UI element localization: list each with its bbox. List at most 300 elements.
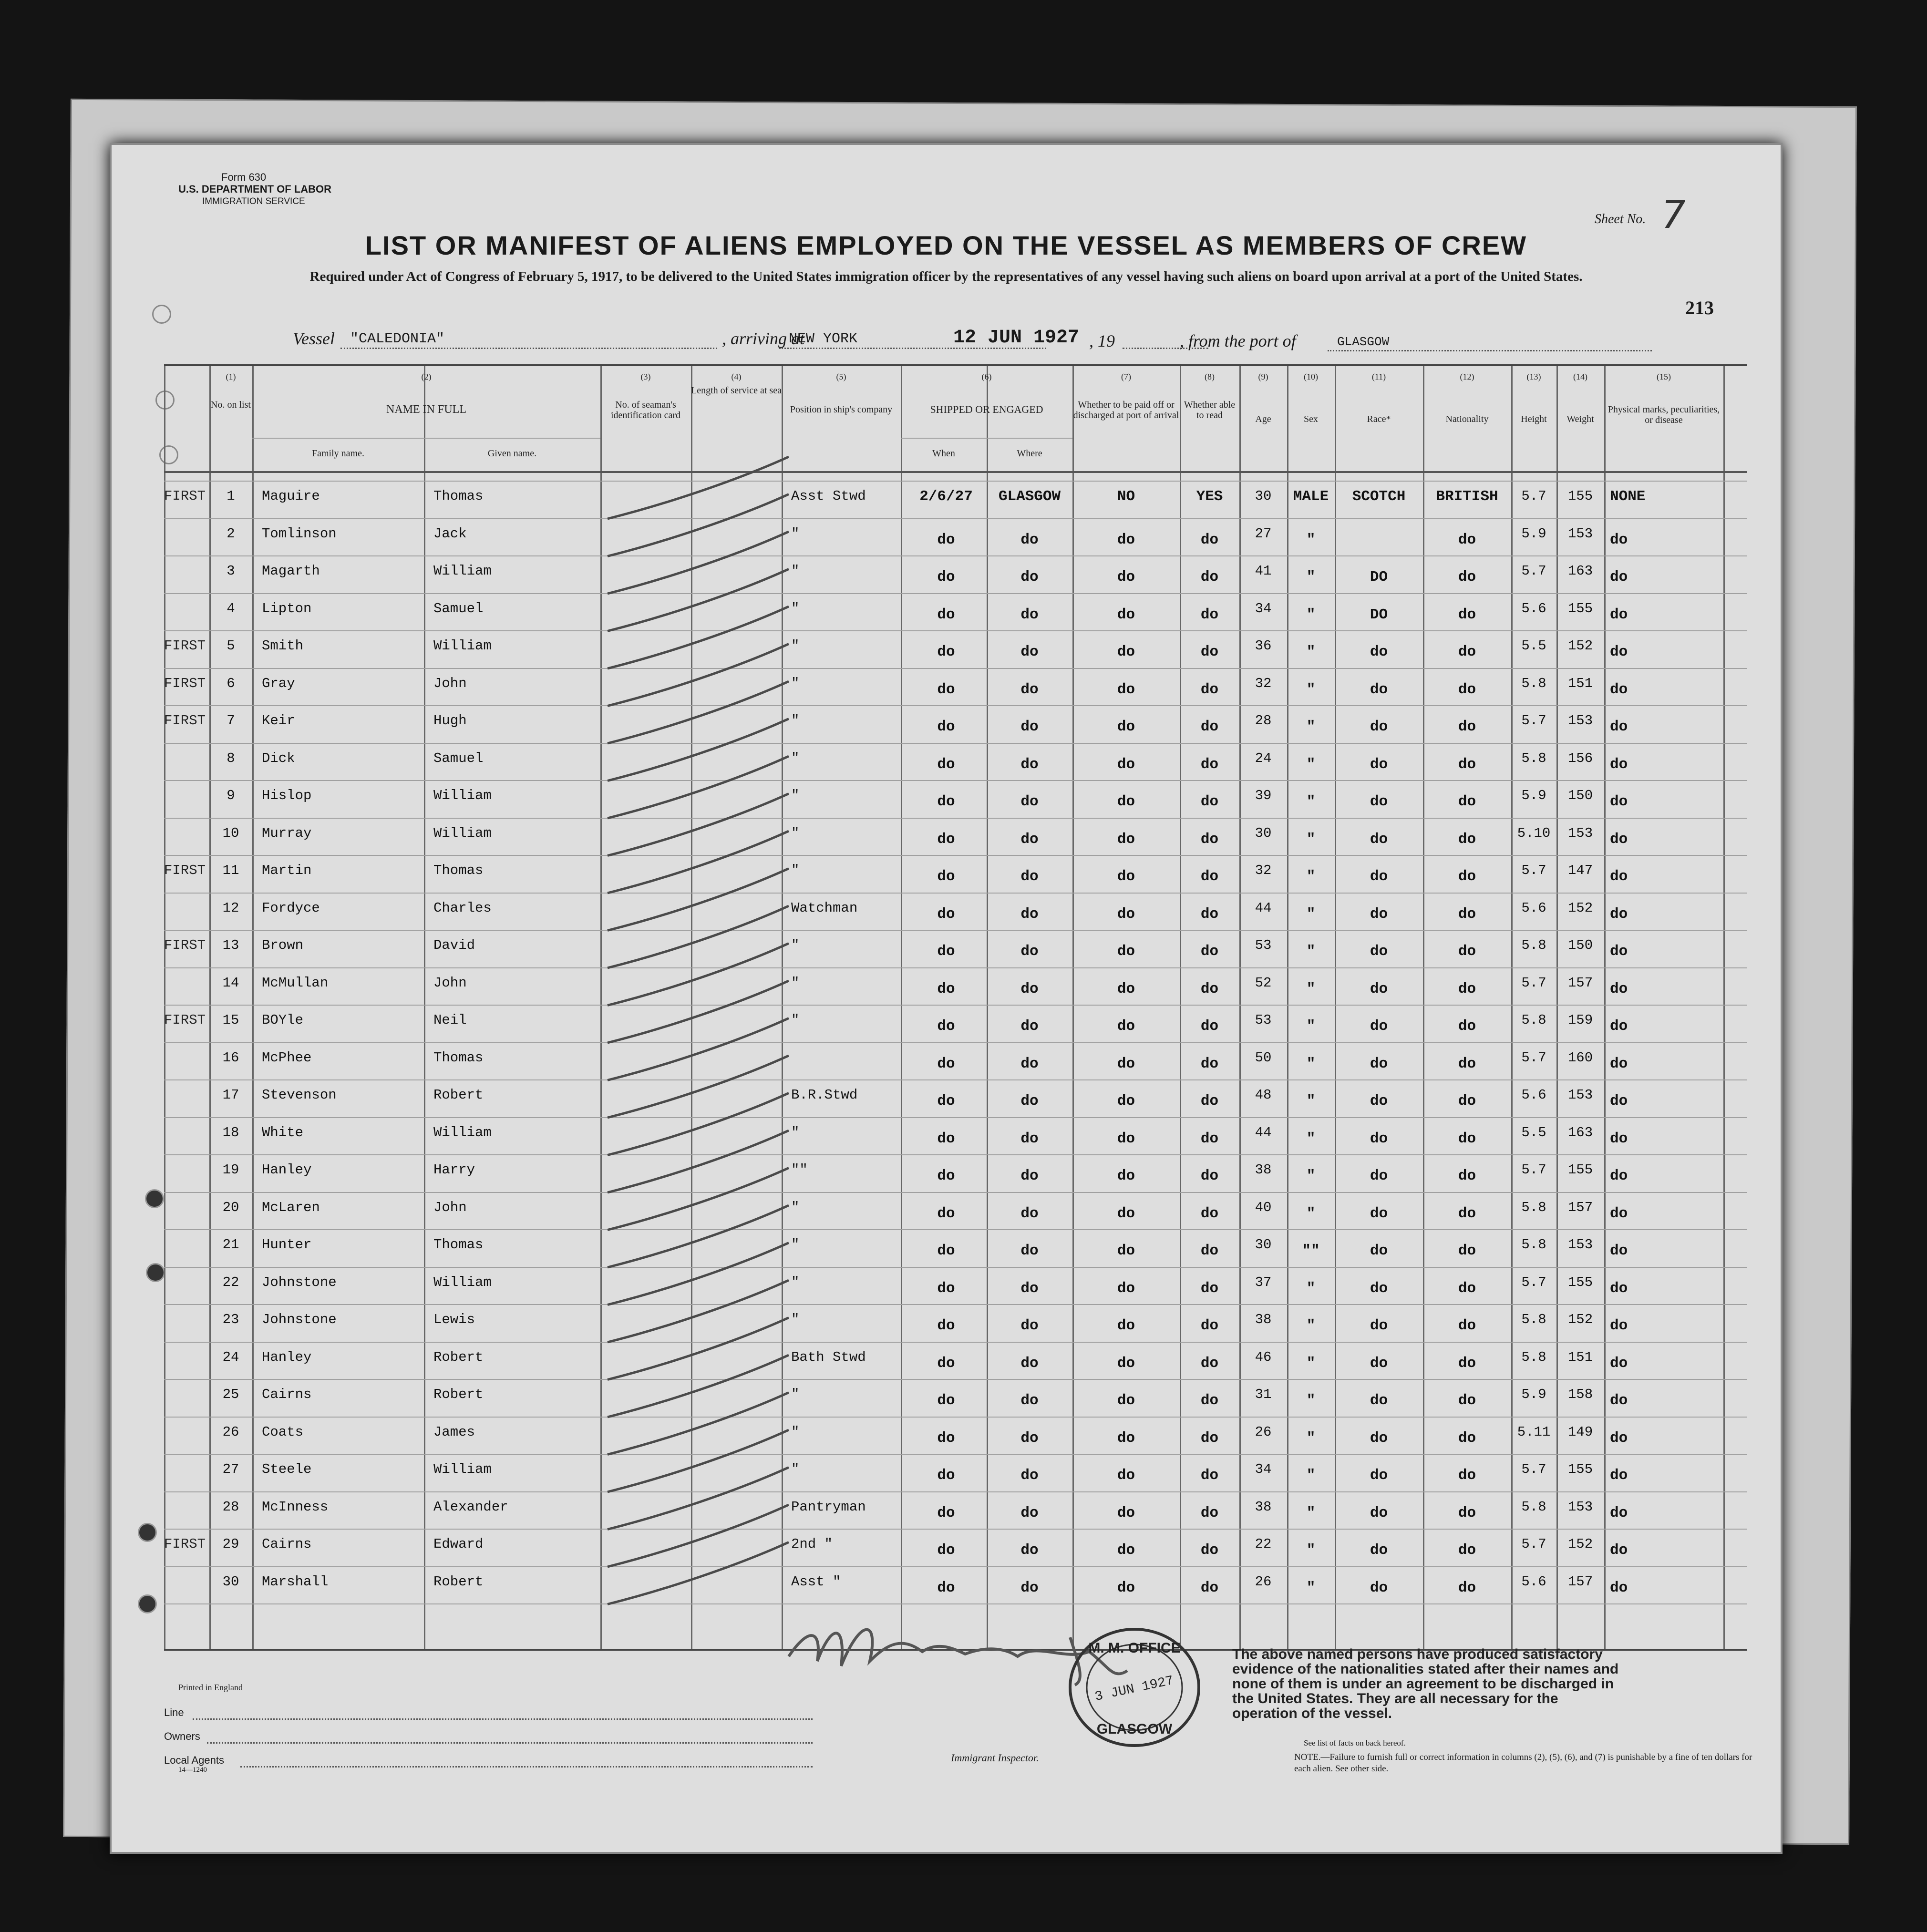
family-name: Magarth — [262, 563, 320, 579]
given-name: John — [433, 675, 467, 691]
row-number: 2 — [227, 525, 235, 542]
nationality: do — [1458, 1542, 1476, 1559]
sex: " — [1306, 644, 1316, 660]
age: 48 — [1255, 1087, 1272, 1103]
family-name: Hislop — [262, 788, 312, 803]
able-to-read: do — [1200, 1467, 1219, 1484]
race: do — [1370, 943, 1388, 960]
shipped-when: do — [937, 756, 955, 773]
year-suffix: , 19 — [1089, 331, 1115, 350]
shipped-where: do — [1020, 756, 1039, 773]
nationality: do — [1458, 1130, 1476, 1147]
able-to-read: do — [1200, 1317, 1219, 1334]
shipped-where: do — [1020, 980, 1039, 997]
table-row — [164, 1379, 1747, 1417]
age: 34 — [1255, 1461, 1272, 1477]
row-number: 24 — [222, 1349, 239, 1365]
shipped-when: do — [937, 719, 955, 735]
sex: " — [1306, 793, 1316, 810]
weight: 155 — [1567, 1461, 1593, 1477]
row-first-mark: FIRST — [164, 1012, 206, 1028]
col-list-number-header: No. on list — [211, 400, 251, 410]
age: 32 — [1255, 863, 1272, 878]
paid-off: do — [1117, 1542, 1135, 1559]
nationality: do — [1458, 1579, 1476, 1596]
height: 5.7 — [1521, 1536, 1546, 1552]
col-11-number: (11) — [1371, 372, 1386, 381]
height: 5.9 — [1521, 1387, 1546, 1402]
able-to-read: do — [1200, 1392, 1219, 1409]
able-to-read: do — [1200, 1280, 1219, 1297]
physical-marks: do — [1610, 1168, 1628, 1184]
given-name: William — [433, 1461, 492, 1477]
age: 32 — [1255, 675, 1272, 691]
paid-off: do — [1117, 1355, 1135, 1372]
physical-marks: do — [1610, 1579, 1628, 1596]
sex: " — [1306, 1130, 1316, 1147]
paid-off: do — [1117, 1018, 1135, 1035]
weight: 153 — [1567, 1237, 1593, 1253]
paid-off: do — [1117, 793, 1135, 810]
age: 22 — [1255, 1536, 1272, 1552]
paid-off: do — [1117, 1205, 1135, 1222]
height: 5.7 — [1521, 863, 1546, 878]
age: 53 — [1255, 937, 1272, 953]
given-name: Samuel — [433, 600, 484, 617]
row-number: 9 — [227, 788, 235, 803]
age: 38 — [1255, 1312, 1272, 1327]
weight: 153 — [1567, 1499, 1593, 1515]
able-to-read: do — [1200, 681, 1219, 698]
vessel-name: "CALEDONIA" — [350, 331, 445, 347]
family-name: Brown — [262, 937, 304, 953]
nationality: do — [1458, 1504, 1476, 1521]
shipped-where: do — [1020, 831, 1039, 848]
sex: " — [1306, 1205, 1316, 1222]
shipped-where: do — [1020, 569, 1039, 586]
paid-off: do — [1117, 1280, 1135, 1297]
weight: 157 — [1567, 1199, 1593, 1215]
row-first-mark: FIRST — [164, 675, 206, 691]
sex: " — [1306, 943, 1316, 960]
table-row — [164, 1529, 1747, 1566]
given-name: William — [433, 1124, 492, 1141]
height: 5.8 — [1521, 1012, 1546, 1028]
given-name: Robert — [433, 1387, 484, 1402]
able-to-read: do — [1200, 1542, 1219, 1559]
shipped-when: do — [937, 1579, 955, 1596]
paid-off: do — [1117, 681, 1135, 698]
punch-hole — [138, 1594, 157, 1613]
height: 5.6 — [1521, 1087, 1546, 1103]
nationality: do — [1458, 1205, 1476, 1222]
physical-marks: do — [1610, 1392, 1628, 1409]
manifest-sheet — [110, 143, 1783, 1854]
col-physical-marks-header: Physical marks, peculiarities, or disease — [1608, 404, 1720, 425]
nationality: do — [1458, 943, 1476, 960]
table-row — [164, 1304, 1747, 1342]
given-name: Jack — [433, 525, 467, 542]
race: do — [1370, 1467, 1388, 1484]
family-name: Fordyce — [262, 900, 320, 916]
table-row — [164, 855, 1747, 893]
paid-off: do — [1117, 606, 1135, 623]
shipped-when: do — [937, 1429, 955, 1447]
able-to-read: do — [1200, 756, 1219, 773]
arrival-date-stamp: 12 JUN 1927 — [953, 327, 1080, 349]
age: 53 — [1255, 1012, 1272, 1028]
given-name: William — [433, 825, 492, 841]
position: " — [791, 1237, 800, 1253]
position: " — [791, 937, 800, 953]
physical-marks: do — [1610, 681, 1628, 698]
table-row — [164, 780, 1747, 818]
row-number: 13 — [222, 937, 239, 953]
family-name: McPhee — [262, 1049, 312, 1066]
physical-marks: do — [1610, 1504, 1628, 1521]
nationality: do — [1458, 644, 1476, 660]
row-number: 19 — [222, 1162, 239, 1178]
family-name: Johnstone — [262, 1274, 337, 1290]
nationality: do — [1458, 793, 1476, 810]
age: 41 — [1255, 563, 1272, 579]
shipped-where: do — [1020, 793, 1039, 810]
row-number: 27 — [222, 1461, 239, 1477]
position: " — [791, 1387, 800, 1402]
shipped-when: do — [937, 1018, 955, 1035]
table-row — [164, 555, 1747, 593]
shipped-when: do — [937, 1130, 955, 1147]
physical-marks: do — [1610, 1467, 1628, 1484]
sheet-number-value: 7 — [1661, 193, 1686, 237]
row-number: 14 — [222, 975, 239, 991]
table-row — [164, 1566, 1747, 1604]
shipped-when: do — [937, 1243, 955, 1259]
weight: 156 — [1567, 750, 1593, 766]
sex: " — [1306, 868, 1316, 885]
family-name: White — [262, 1124, 304, 1141]
shipped-when: do — [937, 606, 955, 623]
row-number: 11 — [222, 863, 239, 878]
col-name-header: NAME IN FULL — [386, 403, 466, 416]
paid-off: do — [1117, 1317, 1135, 1334]
family-name: Smith — [262, 638, 304, 654]
physical-marks: do — [1610, 644, 1628, 660]
paid-off: do — [1117, 1130, 1135, 1147]
able-to-read: do — [1200, 1093, 1219, 1110]
height: 5.8 — [1521, 1499, 1546, 1515]
physical-marks: do — [1610, 793, 1628, 810]
age: 44 — [1255, 1124, 1272, 1141]
race: do — [1370, 1130, 1388, 1147]
col-age-header: Age — [1255, 414, 1271, 424]
race: do — [1370, 1542, 1388, 1559]
weight: 153 — [1567, 825, 1593, 841]
shipped-when: do — [937, 1205, 955, 1222]
nationality: do — [1458, 1055, 1476, 1072]
shipped-where: GLASGOW — [998, 488, 1061, 505]
height: 5.8 — [1521, 750, 1546, 766]
nationality: do — [1458, 531, 1476, 548]
table-row — [164, 481, 1747, 518]
age: 36 — [1255, 638, 1272, 654]
able-to-read: do — [1200, 1579, 1219, 1596]
physical-marks: do — [1610, 606, 1628, 623]
shipped-when: do — [937, 644, 955, 660]
weight: 150 — [1567, 788, 1593, 803]
race: do — [1370, 1317, 1388, 1334]
weight: 147 — [1567, 863, 1593, 878]
weight: 149 — [1567, 1424, 1593, 1440]
height: 5.7 — [1521, 713, 1546, 729]
physical-marks: do — [1610, 1205, 1628, 1222]
row-number: 12 — [222, 900, 239, 916]
shipped-when: do — [937, 868, 955, 885]
nationality: do — [1458, 1429, 1476, 1447]
weight: 158 — [1567, 1387, 1593, 1402]
shipped-when: do — [937, 1392, 955, 1409]
table-row — [164, 1079, 1747, 1117]
height: 5.8 — [1521, 937, 1546, 953]
position: Pantryman — [791, 1499, 866, 1515]
col-height-header: Height — [1521, 414, 1547, 424]
nationality: do — [1458, 606, 1476, 623]
table-row — [164, 705, 1747, 743]
position: " — [791, 1012, 800, 1028]
paid-off: do — [1117, 1093, 1135, 1110]
age: 30 — [1255, 825, 1272, 841]
shipped-when: do — [937, 681, 955, 698]
punch-hole — [145, 1189, 164, 1208]
height: 5.7 — [1521, 1274, 1546, 1290]
able-to-read: do — [1200, 905, 1219, 923]
able-to-read: do — [1200, 1243, 1219, 1259]
sex: " — [1306, 831, 1316, 848]
col-13-number: (13) — [1526, 372, 1541, 381]
given-name: William — [433, 638, 492, 654]
age: 38 — [1255, 1162, 1272, 1178]
height: 5.8 — [1521, 1199, 1546, 1215]
nationality: do — [1458, 1355, 1476, 1372]
position: "" — [791, 1162, 808, 1178]
able-to-read: do — [1200, 1168, 1219, 1184]
from-port-label: , from the port of — [1180, 331, 1296, 350]
shipped-where: do — [1020, 1243, 1039, 1259]
paid-off: do — [1117, 1392, 1135, 1409]
row-number: 10 — [222, 825, 239, 841]
family-name: Johnstone — [262, 1312, 337, 1327]
race: DO — [1370, 569, 1388, 586]
shipped-when: do — [937, 531, 955, 548]
service-name: IMMIGRATION SERVICE — [202, 196, 305, 206]
col-id-card-header: No. of seaman's identification card — [610, 400, 681, 421]
family-name: Marshall — [262, 1573, 329, 1590]
sex: " — [1306, 1355, 1316, 1372]
nationality: do — [1458, 831, 1476, 848]
able-to-read: do — [1200, 1429, 1219, 1447]
age: 46 — [1255, 1349, 1272, 1365]
row-number: 7 — [227, 713, 235, 729]
height: 5.6 — [1521, 900, 1546, 916]
col-1-number: (1) — [226, 372, 236, 381]
row-number: 6 — [227, 675, 235, 691]
nationality: do — [1458, 1243, 1476, 1259]
col-family-name-header: Family name. — [312, 448, 364, 459]
col-7-number: (7) — [1121, 372, 1131, 381]
able-to-read: do — [1200, 644, 1219, 660]
sex: " — [1306, 1392, 1316, 1409]
table-row — [164, 1417, 1747, 1454]
position: " — [791, 1199, 800, 1215]
race: do — [1370, 1579, 1388, 1596]
weight: 155 — [1567, 1162, 1593, 1178]
given-name: Charles — [433, 900, 492, 916]
shipped-when: do — [937, 1467, 955, 1484]
row-number: 15 — [222, 1012, 239, 1028]
position: " — [791, 788, 800, 803]
height: 5.7 — [1521, 563, 1546, 579]
punch-hole — [146, 1263, 165, 1282]
race: do — [1370, 1355, 1388, 1372]
col-15-number: (15) — [1657, 372, 1671, 381]
given-name: William — [433, 788, 492, 803]
paid-off: do — [1117, 569, 1135, 586]
race: do — [1370, 831, 1388, 848]
page-subtitle: Required under Act of Congress of February 5, 1917, to be delivered to the United States immigration officer by the representatives of any vessel having such aliens on board upon arrival at a port of the United States. — [309, 269, 1583, 284]
given-name: Thomas — [433, 863, 484, 878]
sex: " — [1306, 1579, 1316, 1596]
stamp-city-text: GLASGOW — [1096, 1721, 1173, 1737]
col-paid-off-header: Whether to be paid off or discharged at port of arrival — [1073, 400, 1179, 421]
nationality: do — [1458, 905, 1476, 923]
physical-marks: do — [1610, 1018, 1628, 1035]
shipped-where: do — [1020, 1392, 1039, 1409]
age: 30 — [1255, 1237, 1272, 1253]
col-14-number: (14) — [1573, 372, 1587, 381]
position: Bath Stwd — [791, 1349, 866, 1365]
sex: MALE — [1293, 488, 1329, 505]
punch-hole — [138, 1523, 157, 1542]
table-row — [164, 630, 1747, 668]
able-to-read: do — [1200, 569, 1219, 586]
able-to-read: do — [1200, 793, 1219, 810]
given-name: Alexander — [433, 1499, 508, 1515]
position: " — [791, 863, 800, 878]
shipped-where: do — [1020, 1355, 1039, 1372]
physical-marks: do — [1610, 1429, 1628, 1447]
table-row — [164, 1042, 1747, 1080]
able-to-read: do — [1200, 1130, 1219, 1147]
race: do — [1370, 980, 1388, 997]
row-number: 16 — [222, 1049, 239, 1066]
table-row — [164, 1005, 1747, 1042]
owners-label: Owners — [164, 1730, 200, 1742]
col-8-number: (8) — [1205, 372, 1215, 381]
height: 5.6 — [1521, 1573, 1546, 1590]
sex: " — [1306, 980, 1316, 997]
height: 5.7 — [1521, 1049, 1546, 1066]
paid-off: do — [1117, 905, 1135, 923]
table-row — [164, 593, 1747, 631]
age: 34 — [1255, 600, 1272, 617]
nationality: do — [1458, 1093, 1476, 1110]
family-name: Lipton — [262, 600, 312, 617]
physical-marks: do — [1610, 1093, 1628, 1110]
race: do — [1370, 905, 1388, 923]
race: do — [1370, 1205, 1388, 1222]
position: " — [791, 600, 800, 617]
race: do — [1370, 1093, 1388, 1110]
row-number: 22 — [222, 1274, 239, 1290]
shipped-where: do — [1020, 681, 1039, 698]
physical-marks: do — [1610, 569, 1628, 586]
row-first-mark: FIRST — [164, 488, 206, 504]
table-row — [164, 743, 1747, 781]
table-row — [164, 818, 1747, 855]
shipped-where: do — [1020, 531, 1039, 548]
shipped-where: do — [1020, 1504, 1039, 1521]
paid-off: do — [1117, 1429, 1135, 1447]
family-name: Martin — [262, 863, 312, 878]
height: 5.11 — [1517, 1424, 1551, 1440]
weight: 160 — [1567, 1049, 1593, 1066]
paid-off: do — [1117, 943, 1135, 960]
row-number: 28 — [222, 1499, 239, 1515]
given-name: James — [433, 1424, 475, 1440]
physical-marks: do — [1610, 943, 1628, 960]
age: 38 — [1255, 1499, 1272, 1515]
weight: 157 — [1567, 975, 1593, 991]
able-to-read: do — [1200, 1504, 1219, 1521]
age: 44 — [1255, 900, 1272, 916]
position: " — [791, 638, 800, 654]
shipped-where: do — [1020, 719, 1039, 735]
given-name: Thomas — [433, 488, 484, 504]
col-12-number: (12) — [1460, 372, 1474, 381]
weight: 150 — [1567, 937, 1593, 953]
row-number: 17 — [222, 1087, 239, 1103]
table-row — [164, 930, 1747, 967]
shipped-where: do — [1020, 606, 1039, 623]
weight: 152 — [1567, 1312, 1593, 1327]
immigrant-inspector-label: Immigrant Inspector. — [951, 1752, 1039, 1764]
stamp-date-text: 3 JUN 1927 — [1093, 1673, 1175, 1705]
family-name: Coats — [262, 1424, 304, 1440]
given-name: Thomas — [433, 1049, 484, 1066]
table-row — [164, 1342, 1747, 1379]
age: 26 — [1255, 1424, 1272, 1440]
physical-marks: do — [1610, 719, 1628, 735]
row-number: 20 — [222, 1199, 239, 1215]
position: " — [791, 1274, 800, 1290]
age: 37 — [1255, 1274, 1272, 1290]
race: do — [1370, 1055, 1388, 1072]
age: 28 — [1255, 713, 1272, 729]
shipped-when: do — [937, 1280, 955, 1297]
shipped-where: do — [1020, 1280, 1039, 1297]
weight: 155 — [1567, 600, 1593, 617]
stamp-office-text: M. M. OFFICE — [1088, 1640, 1181, 1656]
family-name: Murray — [262, 825, 312, 841]
shipped-where: do — [1020, 1579, 1039, 1596]
physical-marks: do — [1610, 868, 1628, 885]
able-to-read: do — [1200, 831, 1219, 848]
shipped-where: do — [1020, 868, 1039, 885]
page-number: 213 — [1685, 297, 1714, 319]
table-row — [164, 1267, 1747, 1305]
col-4-number: (4) — [731, 372, 742, 381]
nationality: do — [1458, 1467, 1476, 1484]
